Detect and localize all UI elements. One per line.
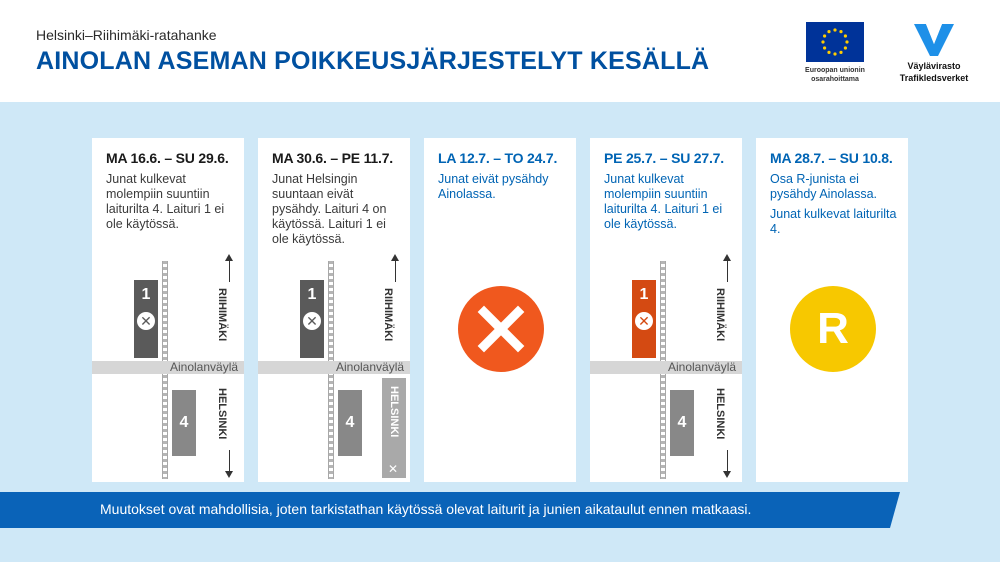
closed-icon: ✕	[137, 312, 155, 330]
closed-icon: ✕	[303, 312, 321, 330]
platform-1: 1 ✕	[134, 280, 158, 358]
direction-riihimaki: RIIHIMÄKI	[382, 288, 394, 342]
road-label: Ainolanväylä	[170, 360, 239, 374]
direction-helsinki: HELSINKI	[714, 388, 726, 440]
card-text: Junat eivät pysähdy Ainolassa.	[438, 172, 549, 201]
arrow-down-icon	[229, 450, 230, 472]
card-text: Junat kulkevat molempiin suuntiin laiturilta 4. Laituri 1 ei ole käytössä.	[604, 172, 723, 231]
r-train-icon: R	[790, 286, 876, 372]
platform-1: 1 ✕	[632, 280, 656, 358]
card-date: MA 30.6. – PE 11.7.	[272, 150, 393, 166]
schedule-card-3	[424, 138, 576, 482]
road-label: Ainolanväylä	[336, 360, 405, 374]
platform-1: 1 ✕	[300, 280, 324, 358]
agency-name: Väylävirasto Trafikledsverket	[899, 61, 969, 83]
platform-4: 4	[172, 390, 196, 456]
direction-helsinki: HELSINKI	[216, 388, 228, 440]
card-date: PE 25.7. – SU 27.7.	[604, 150, 724, 166]
card-text: Junat kulkevat molempiin suuntiin laiturilta 4. Laituri 1 ei ole käytössä.	[106, 172, 225, 231]
schedule-card-5	[756, 138, 908, 482]
footer-note: Muutokset ovat mahdollisia, joten tarkistathan käytössä olevat laiturit ja junien aikataulut ennen matkaasi.	[100, 501, 752, 517]
direction-riihimaki: RIIHIMÄKI	[714, 288, 726, 342]
eu-funding-text: Euroopan unionin osarahoittama	[805, 67, 865, 83]
card-date: LA 12.7. – TO 24.7.	[438, 150, 558, 166]
card-text: Osa R-junista ei pysähdy Ainolassa. Junat kulkevat laiturilta 4.	[770, 172, 897, 236]
no-stop-icon	[458, 286, 544, 372]
platform-4: 4	[338, 390, 362, 456]
schedule-card-4	[590, 138, 742, 482]
vaylavirasto-logo	[912, 22, 956, 58]
arrow-down-icon	[727, 450, 728, 472]
schedule-card-2	[258, 138, 410, 482]
project-name: Helsinki–Riihimäki-ratahanke	[36, 27, 217, 43]
schedule-card-1	[92, 138, 244, 482]
arrow-up-icon	[395, 260, 396, 282]
page-title: AINOLAN ASEMAN POIKKEUSJÄRJESTELYT KESÄLLÄ	[36, 47, 710, 75]
card-date: MA 16.6. – SU 29.6.	[106, 150, 229, 166]
card-date: MA 28.7. – SU 10.8.	[770, 150, 893, 166]
arrow-up-icon	[229, 260, 230, 282]
header	[0, 0, 1000, 102]
arrow-up-icon	[727, 260, 728, 282]
helsinki-direction-closed: HELSINKI ✕	[382, 378, 406, 478]
closed-icon: ✕	[388, 462, 399, 476]
closed-icon: ✕	[635, 312, 653, 330]
platform-4: 4	[670, 390, 694, 456]
eu-flag-logo	[806, 22, 864, 62]
direction-riihimaki: RIIHIMÄKI	[216, 288, 228, 342]
road-label: Ainolanväylä	[668, 360, 737, 374]
card-text: Junat Helsingin suuntaan eivät pysähdy. Laituri 4 on käytössä. Laituri 1 ei ole käytössä.	[272, 172, 387, 246]
